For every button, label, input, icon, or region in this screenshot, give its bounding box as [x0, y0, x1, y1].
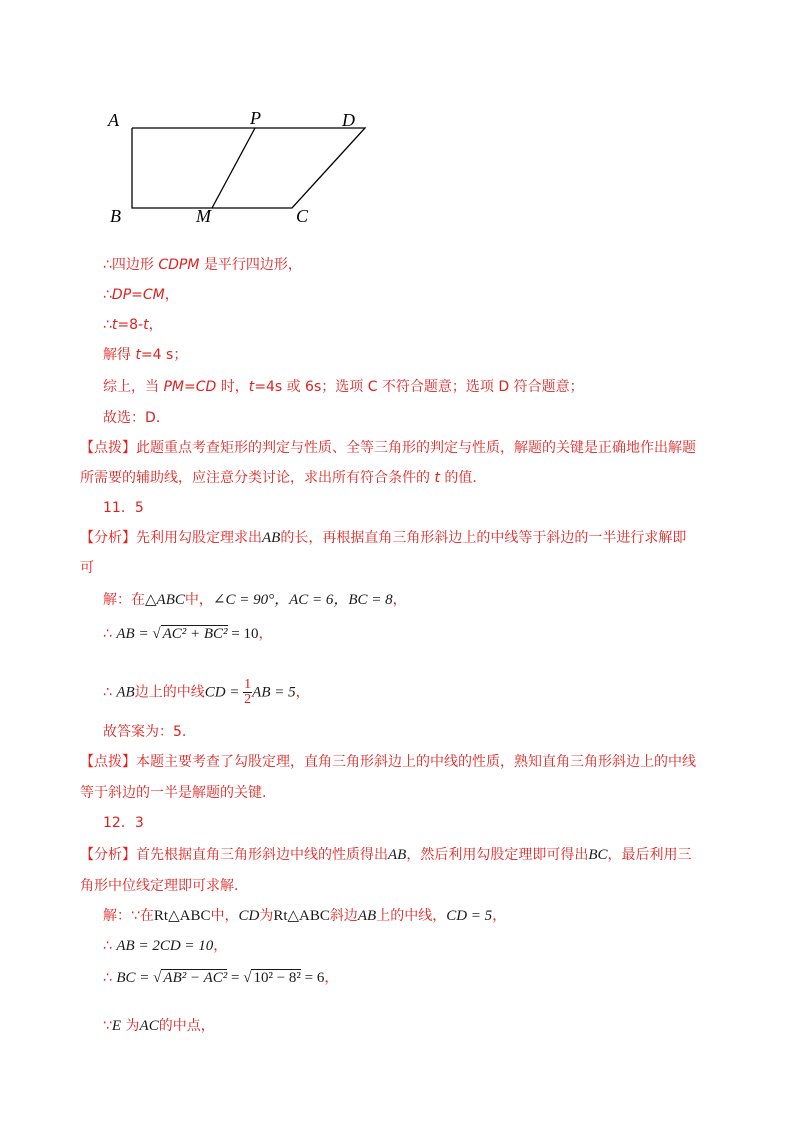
label-m: M [196, 206, 211, 226]
q11-step-3: ∴ AB边上的中线CD = $\frac{1}{2}$ AB = 5， [103, 677, 310, 707]
label-a: A [108, 110, 119, 130]
figure-svg [100, 100, 380, 230]
q10-line-4: 解得 t=4 s； [103, 347, 188, 363]
label-b: B [110, 206, 121, 226]
q12-step-3: ∴ BC = √ AB² − AC² = √ 10² − 8² = 6， [103, 970, 339, 986]
q12-number: 12．3 [103, 815, 144, 831]
q11-tip-1: 【点拨】本题主要考查了勾股定理，直角三角形斜边上的中线的性质，熟知直角三角形斜边上的中线 [80, 754, 696, 770]
q12-step-1: 解：∵在Rt△ABC中，CD为Rt△ABC斜边AB上的中线，CD = 5， [103, 908, 507, 924]
q10-line-1: ∴四边形 CDPM 是平行四边形， [103, 257, 302, 273]
q10-line-6: 故选：D. [103, 410, 161, 426]
q11-answer: 故答案为：5. [103, 724, 187, 740]
q10-line-5: 综上，当 PM=CD 时，t=4s 或 6s；选项 C 不符合题意；选项 D 符合题意； [103, 379, 584, 395]
q11-number: 11．5 [103, 500, 144, 516]
q10-tip-1: 【点拨】此题重点考查矩形的判定与性质、全等三角形的判定与性质，解题的关键是正确地作出解题 [80, 440, 696, 456]
q12-analysis-1: 【分析】首先根据直角三角形斜边中线的性质得出AB，然后利用勾股定理即可得出BC，最后利用三 [80, 847, 692, 863]
q11-analysis-2: 可 [80, 560, 94, 576]
q11-analysis-1: 【分析】先利用勾股定理求出AB的长，再根据直角三角形斜边上的中线等于斜边的一半进行求解即 [80, 530, 687, 546]
q11-step-2: ∴ AB = √ AC² + BC² = 10， [103, 626, 273, 642]
q11-step-1: 解：在△ABC中，∠C = 90°，AC = 6，BC = 8， [103, 592, 407, 608]
parallelogram-figure [100, 100, 380, 230]
q12-step-2: ∴ AB = 2CD = 10， [103, 938, 228, 954]
q12-step-4: ∵E 为AC的中点， [103, 1018, 215, 1034]
label-d: D [342, 110, 355, 130]
label-c: C [296, 206, 309, 226]
fraction-one-half: $\frac{1}{2}$ [244, 677, 252, 707]
segment-pm [212, 128, 255, 208]
label-p: P [250, 108, 261, 128]
q10-tip-2: 所需要的辅助线，应注意分类讨论，求出所有符合条件的 t 的值. [80, 470, 477, 486]
q12-analysis-2: 角形中位线定理即可求解. [80, 878, 239, 894]
q10-line-2: ∴DP=CM， [103, 287, 179, 303]
q10-line-3: ∴t=8-t， [103, 317, 163, 333]
q11-tip-2: 等于斜边的一半是解题的关键. [80, 785, 267, 801]
